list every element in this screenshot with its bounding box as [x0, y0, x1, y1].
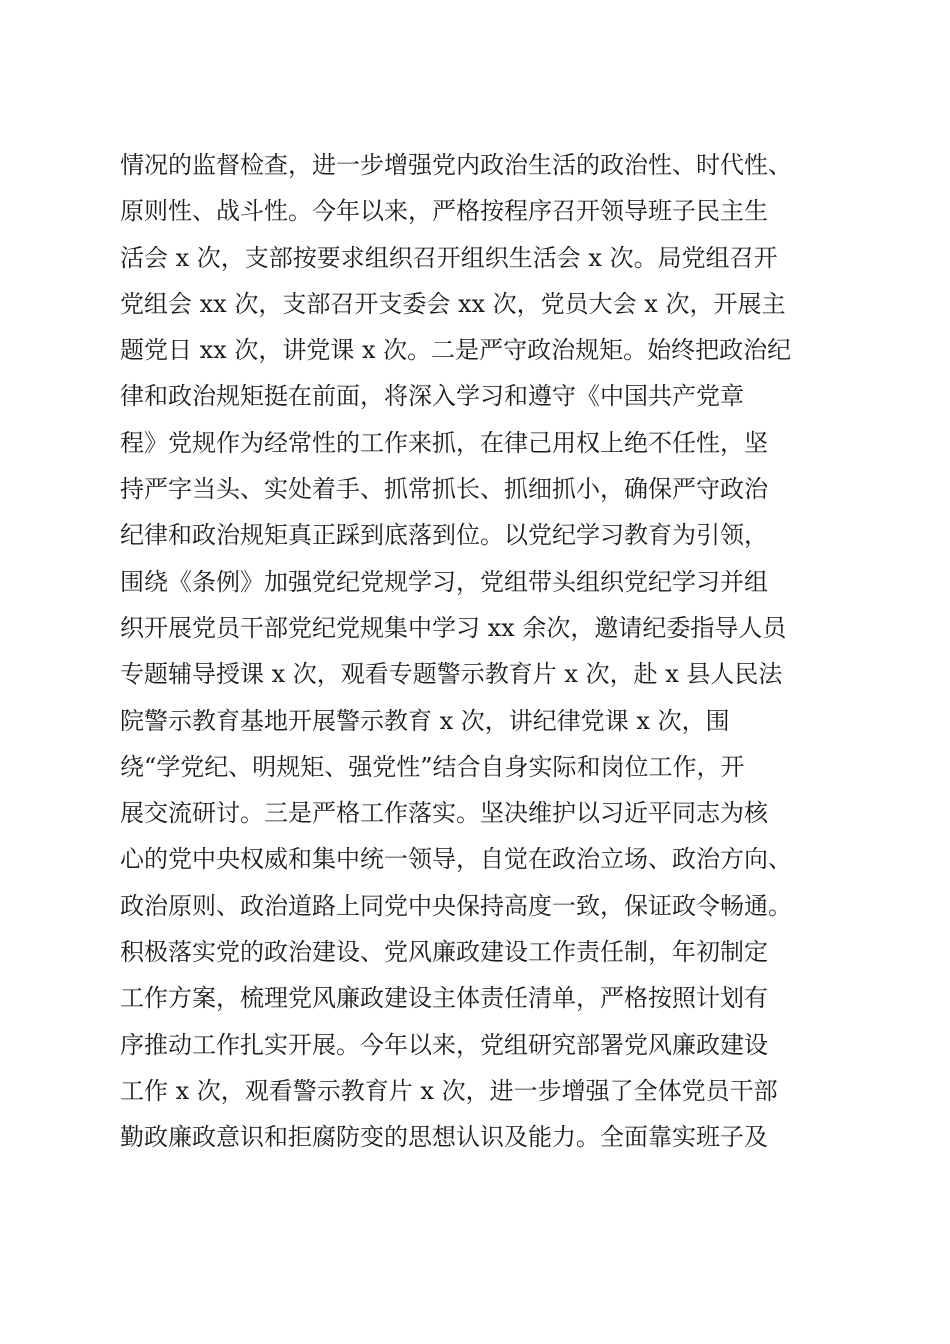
text-line: 展交流研讨。三是严格工作落实。坚决维护以习近平同志为核	[120, 799, 768, 828]
body-text	[120, 142, 840, 1161]
text-line: 院警示教育基地开展警示教育 x 次，讲纪律党课 x 次，围	[120, 706, 730, 735]
text-line: 专题辅导授课 x 次，观看专题警示教育片 x 次，赴 x 县人民法	[120, 660, 783, 689]
text-line: 政治原则、政治道路上同党中央保持高度一致，保证政令畅通。	[120, 891, 792, 920]
text-line: 围绕《条例》加强党纪党规学习，党组带头组织党纪学习并组	[120, 567, 768, 596]
text-line: 律和政治规矩挺在前面，将深入学习和遵守《中国共产党章	[120, 382, 744, 411]
text-line: 心的党中央权威和集中统一领导，自觉在政治立场、政治方向、	[120, 845, 792, 874]
text-line: 序推动工作扎实开展。今年以来，党组研究部署党风廉政建设	[120, 1030, 768, 1059]
text-line: 党组会 xx 次，支部召开支委会 xx 次，党员大会 x 次，开展主	[120, 289, 786, 318]
text-line: 勤政廉政意识和拒腐防变的思想认识及能力。全面靠实班子及	[120, 1123, 768, 1152]
text-line: 题党日 xx 次，讲党课 x 次。二是严守政治规矩。始终把政治纪	[120, 336, 792, 365]
text-line: 程》党规作为经常性的工作来抓，在律己用权上绝不任性，坚	[120, 428, 768, 457]
text-line: 工作方案，梳理党风廉政建设主体责任清单，严格按照计划有	[120, 984, 768, 1013]
text-line: 原则性、战斗性。今年以来，严格按程序召开领导班子民主生	[120, 197, 768, 226]
text-line: 纪律和政治规矩真正踩到底落到位。以党纪学习教育为引领，	[120, 521, 768, 550]
text-line: 绕“学党纪、明规矩、强党性”结合自身实际和岗位工作，开	[120, 752, 745, 781]
text-line: 积极落实党的政治建设、党风廉政建设工作责任制，年初制定	[120, 938, 768, 967]
text-line: 工作 x 次，观看警示教育片 x 次，进一步增强了全体党员干部	[120, 1076, 778, 1105]
text-line: 持严字当头、实处着手、抓常抓长、抓细抓小，确保严守政治	[120, 475, 768, 504]
text-line: 织开展党员干部党纪党规集中学习 xx 余次，邀请纪委指导人员	[120, 613, 787, 642]
text-line: 情况的监督检查，进一步增强党内政治生活的政治性、时代性、	[120, 151, 792, 179]
text-line: 活会 x 次，支部按要求组织召开组织生活会 x 次。局党组召开	[120, 243, 778, 272]
